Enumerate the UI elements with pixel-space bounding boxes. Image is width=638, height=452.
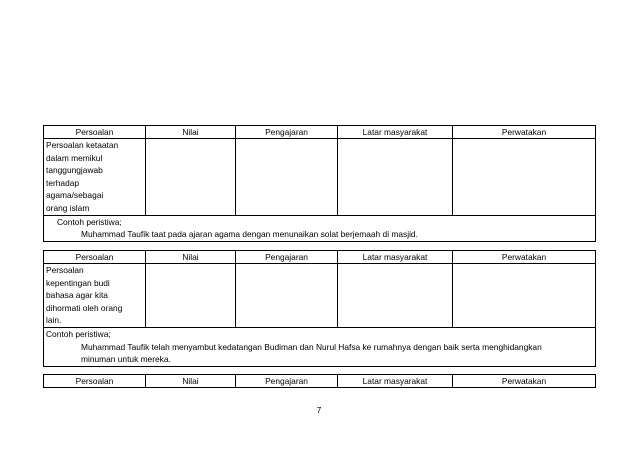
issue-line: lain.: [46, 315, 62, 326]
header-perwatakan: Perwatakan: [453, 375, 596, 388]
header-perwatakan: Perwatakan: [453, 251, 596, 264]
table-header-row: [44, 375, 596, 388]
issue-line: bahasa agar kita: [46, 290, 108, 301]
table-row: [44, 139, 596, 216]
issue-line: kepentingan budi: [46, 277, 110, 288]
example-cell: [44, 215, 596, 241]
header-persoalan: Persoalan: [44, 375, 146, 388]
analysis-table-1: [43, 125, 596, 242]
issue-cell: [44, 264, 146, 328]
perwatakan-cell: [453, 139, 596, 216]
analysis-table-2: [43, 250, 596, 367]
issue-line: terhadap: [46, 177, 80, 188]
example-text: minuman untuk mereka.: [81, 354, 171, 365]
example-row: [44, 215, 596, 241]
analysis-table-3: [43, 374, 596, 388]
header-latar-masyarakat: Latar masyarakat: [338, 251, 453, 264]
perwatakan-cell: [453, 264, 596, 328]
pengajaran-cell: [236, 139, 338, 216]
header-pengajaran: Pengajaran: [236, 375, 338, 388]
header-perwatakan: Perwatakan: [453, 126, 596, 139]
header-latar-masyarakat: Latar masyarakat: [338, 375, 453, 388]
issue-line: orang islam: [46, 202, 90, 213]
example-row: [44, 327, 596, 366]
table-header-row: [44, 251, 596, 264]
issue-line: Persoalan ketaatan: [46, 140, 119, 150]
example-cell: [44, 327, 596, 366]
issue-line: dalam memikul: [46, 152, 103, 163]
nilai-cell: [146, 139, 236, 216]
table-header-row: [44, 126, 596, 139]
issue-cell: [44, 139, 146, 216]
nilai-cell: [146, 264, 236, 328]
example-text: Muhammad Taufik telah menyambut kedatangan Budiman dan Nurul Hafsa ke rumahnya dengan baik serta menghidangkan: [81, 341, 542, 352]
issue-line: tanggungjawab: [46, 165, 103, 176]
example-label: Contoh peristiwa;: [46, 328, 111, 339]
header-nilai: Nilai: [146, 126, 236, 139]
latar-masyarakat-cell: [338, 264, 453, 328]
table-row: [44, 264, 596, 328]
header-persoalan: Persoalan: [44, 251, 146, 264]
pengajaran-cell: [236, 264, 338, 328]
issue-line: agama/sebagai: [46, 190, 104, 201]
example-label: Contoh peristiwa;: [57, 216, 122, 227]
header-latar-masyarakat: Latar masyarakat: [338, 126, 453, 139]
header-pengajaran: Pengajaran: [236, 251, 338, 264]
page-number: 7: [316, 405, 322, 415]
header-nilai: Nilai: [146, 251, 236, 264]
header-nilai: Nilai: [146, 375, 236, 388]
issue-line: Persoalan: [46, 265, 84, 275]
latar-masyarakat-cell: [338, 139, 453, 216]
issue-line: dihormati oleh orang: [46, 302, 123, 313]
example-text: Muhammad Taufik taat pada ajaran agama dengan menunaikan solat berjemaah di masjid.: [81, 229, 418, 240]
header-persoalan: Persoalan: [44, 126, 146, 139]
header-pengajaran: Pengajaran: [236, 126, 338, 139]
